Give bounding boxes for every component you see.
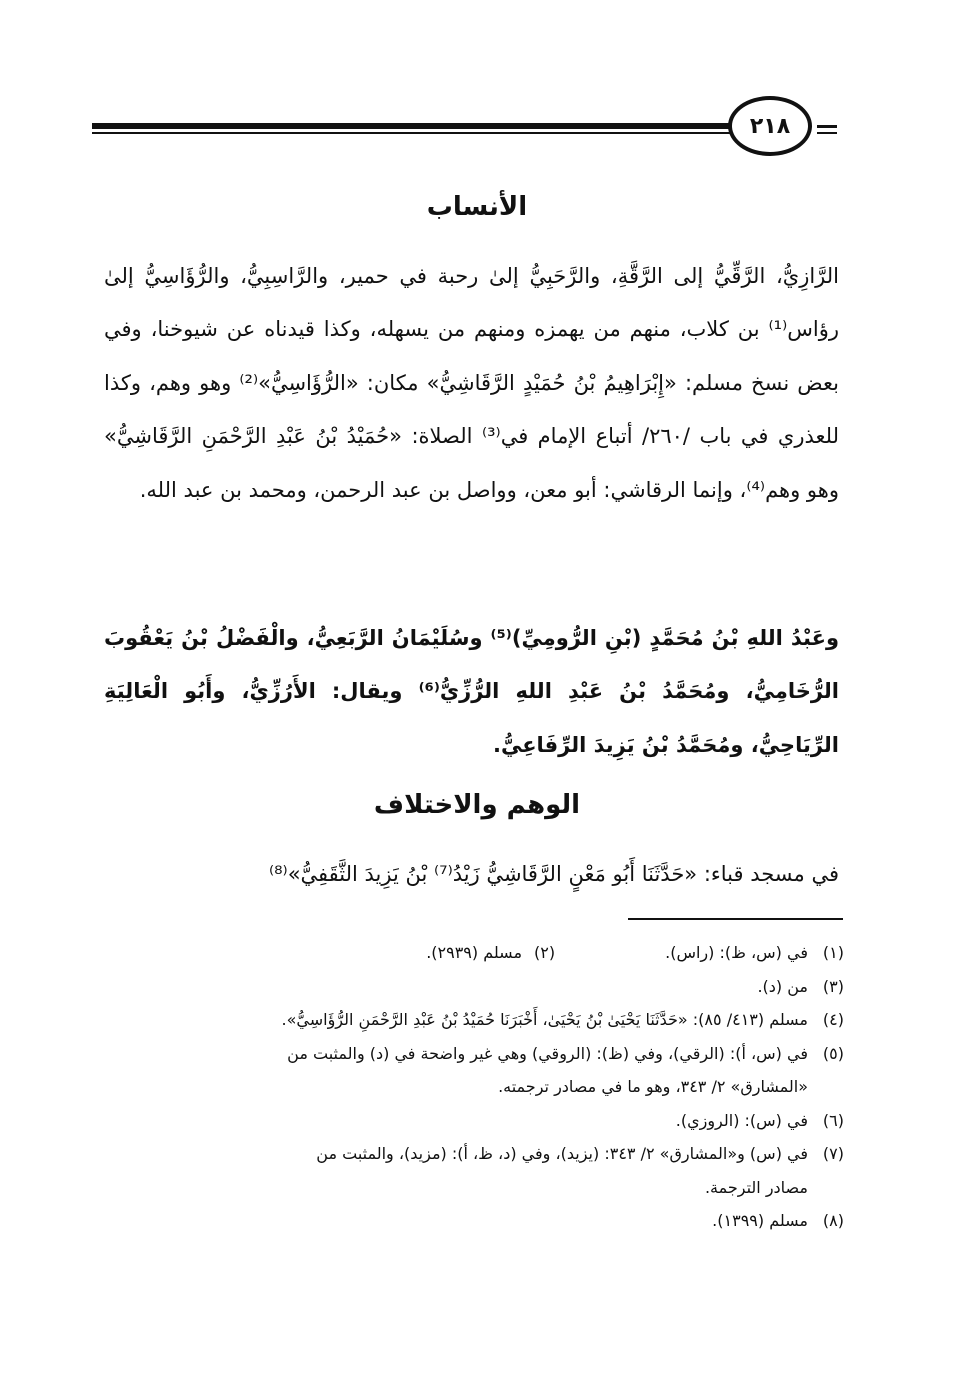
footnote-text: في (س، أ): (الرقي)، وفي (ظ): (الروقي) وهي غير واضحة في (د) والمثبت من: [287, 1043, 808, 1063]
footnote-3: [104, 970, 844, 1004]
footnote-number: (١): [822, 943, 844, 962]
footnote-text: مسلم (٢٩٣٩).: [426, 943, 523, 962]
section-heading-ansab: الأنساب: [426, 192, 528, 222]
footnote-number: (٦): [822, 1110, 844, 1130]
footnote-text: «المشارق» ٢/ ٣٤٣، وهو ما في مصادر ترجمته.: [498, 1077, 808, 1096]
paragraph-text: وعَبْدُ اللهِ بْنُ مُحَمَّدٍ (بْنِ الرُّومِيِّ)⁽⁵⁾ وسُلَيْمَانُ الرَّبَعِيُّ، والْفَضْلُ بْنُ يَعْقُوبَ الرُّخَامِيُّ، ومُحَمَّدُ بْنُ عَبْدِ اللهِ الرُّزِّيُّ⁽⁶⁾ ويقال: الأَرُزِّيُّ، وأَبُو الْعَالِيَةِ الرِّيَاحِيُّ، ومُحَمَّدُ بْنُ يَزِيدَ الرِّفَاعِيُّ.: [104, 626, 839, 757]
footnote-5: [104, 1037, 844, 1071]
header-rule-thin: [92, 132, 732, 134]
footnote-number: (٧): [822, 1144, 844, 1163]
header-rule-tail: [817, 125, 837, 128]
footnote-5-cont: [104, 1070, 844, 1104]
footnote-text: في (س، ظ): (راس).: [665, 943, 808, 962]
footnote-1-2: [104, 936, 844, 970]
paragraph-text: في مسجد قباء: «حَدَّثَنَا أَبُو مَعْنٍ الرَّقَاشِيُّ زَيْدُ⁽⁷⁾ بْنُ يَزِيدَ الثَّقَفِيُّ»⁽⁸⁾: [268, 862, 839, 886]
footnote-7: [104, 1137, 844, 1171]
footnote-number: (٣): [822, 976, 844, 996]
footnote-6: [104, 1104, 844, 1138]
paragraph-names: [104, 612, 839, 772]
footnote-8: [104, 1204, 844, 1238]
page-number: ٢١٨: [728, 96, 812, 156]
footnote-text: من (د).: [757, 976, 808, 996]
footnote-text: مصادر الترجمة.: [704, 1177, 808, 1197]
footnote-text: مسلم (٤١٣/ ٨٥): «حَدَّثَنَا يَحْيَىٰ بْنُ يَحْيَىٰ، أَخْبَرَنَا حُمَيْدُ بْنُ عَبْدِ الرَّحْمَنِ الرُّؤَاسِيُّ».: [281, 1010, 808, 1029]
footnote-number: (٥): [822, 1043, 844, 1063]
footnote-7-cont: [104, 1171, 844, 1205]
footnote-divider: [628, 918, 843, 920]
paragraph-wahm: [104, 848, 839, 901]
footnote-indent: [808, 1171, 844, 1205]
page-header: [92, 92, 837, 162]
paragraph-ansab: [104, 250, 839, 517]
footnote-text: في (س) و«المشارق» ٢/ ٣٤٣: (يزيد)، وفي (د، ظ، أ): (مزيد)، والمثبت من: [316, 1144, 808, 1163]
header-rule-tail-thin: [817, 132, 837, 134]
footnote-indent: [808, 1070, 844, 1104]
footnote-number: (٨): [822, 1211, 844, 1230]
section-heading-wahm: الوهم والاختلاف: [373, 790, 581, 820]
paragraph-text: الرَّازِيُّ، الرَّقِّيُّ إلى الرَّقَّةِ، والرَّحَبِيُّ إلىٰ رحبة في حمير، والرَّاسِبِيُّ، والرُّؤَاسِيُّ إلىٰ رؤاس⁽¹⁾ بن كلاب، منهم من يهمزه ومنهم من يسهله، وكذا قيدناه عن شيوخنا، وفي بعض نسخ مسلم: «إِبْرَاهِيمُ بْنُ حُمَيْدٍ الرَّقَاشِيُّ» مكان: «الرُّؤَاسِيُّ»⁽²⁾ وهو وهم، وكذا للعذري في باب /٢٦٠/ أتباع الإمام في⁽³⁾ الصلاة: «حُمَيْدُ بْنُ عَبْدِ الرَّحْمَنِ الرَّقَاشِيُّ» وهو وهم⁽⁴⁾، وإنما الرقاشي: أبو معن، وواصل بن عبد الرحمن، ومحمد بن عبد الله.: [104, 264, 839, 502]
footnote-text: في (س): (الروزي).: [675, 1110, 808, 1130]
header-rule: [92, 123, 732, 129]
footnote-4: [104, 1003, 844, 1037]
footnotes: [104, 936, 844, 1238]
footnote-number: (٤): [822, 1010, 844, 1029]
footnote-text: مسلم (١٣٩٩).: [712, 1211, 808, 1230]
footnote-number: (٢): [534, 943, 556, 962]
